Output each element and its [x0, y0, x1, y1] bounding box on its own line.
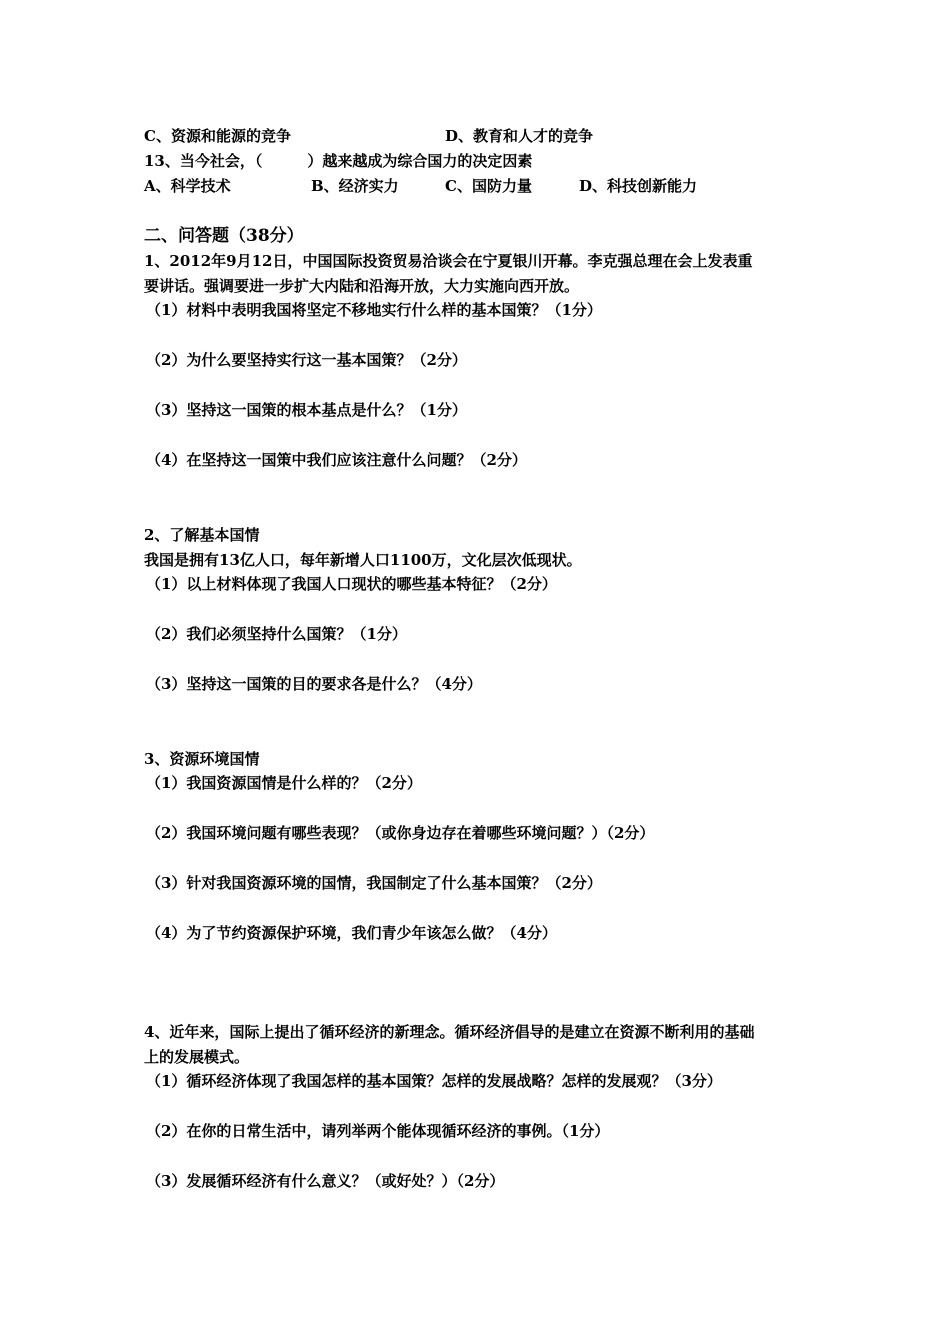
q3-sub4: （4）为了节约资源保护环境，我们青少年该怎么做？（4分） — [146, 924, 557, 942]
q2-sub2: （2）我们必须坚持什么国策？（1分） — [146, 625, 407, 643]
q13-option-a: A、科学技术 — [144, 177, 231, 195]
q1-sub1: （1）材料中表明我国将坚定不移地实行什么样的基本国策？（1分） — [146, 301, 602, 319]
q12-options-row — [144, 126, 644, 146]
q3-sub2: （2）我国环境问题有哪些表现？（或你身边存在着哪些环境问题？）（2分） — [146, 824, 655, 842]
q4-sub3: （3）发展循环经济有什么意义？（或好处？）（2分） — [146, 1172, 505, 1190]
q1-sub2: （2）为什么要坚持实行这一基本国策？（2分） — [146, 351, 467, 369]
q12-option-d: D、教育和人才的竞争 — [445, 127, 594, 145]
section-heading: 二、问答题（38分） — [144, 226, 304, 246]
q1-material-line2: 要讲话。强调要进一步扩大内陆和沿海开放，大力实施向西开放。 — [144, 277, 580, 295]
q3-sub3: （3）针对我国资源环境的国情，我国制定了什么基本国策？（2分） — [146, 874, 602, 892]
q2-material: 我国是拥有13亿人口，每年新增人口1100万，文化层次低现状。 — [144, 551, 582, 569]
q13-stem: 13、当今社会，（ ）越来越成为综合国力的决定因素 — [144, 152, 533, 170]
q13-option-d: D、科技创新能力 — [579, 177, 698, 195]
q4-sub2: （2）在你的日常生活中，请列举两个能体现循环经济的事例。（1分） — [146, 1122, 610, 1140]
q3-sub1: （1）我国资源国情是什么样的？（2分） — [146, 774, 422, 792]
q4-material-line1: 4、近年来，国际上提出了循环经济的新理念。循环经济倡导的是建立在资源不断利用的基础 — [144, 1023, 755, 1041]
q3-title: 3、资源环境国情 — [144, 750, 260, 768]
q2-sub1: （1）以上材料体现了我国人口现状的哪些基本特征？（2分） — [146, 575, 557, 593]
q1-sub3: （3）坚持这一国策的根本基点是什么？（1分） — [146, 401, 467, 419]
q2-sub3: （3）坚持这一国策的目的要求各是什么？（4分） — [146, 675, 482, 693]
q13-options-row — [144, 176, 744, 196]
q2-title: 2、了解基本国情 — [144, 526, 260, 544]
q12-option-c: C、资源和能源的竞争 — [144, 127, 291, 145]
q13-option-c: C、国防力量 — [445, 177, 532, 195]
q1-sub4: （4）在坚持这一国策中我们应该注意什么问题？（2分） — [146, 451, 527, 469]
q1-material-line1: 1、2012年9月12日，中国国际投资贸易洽谈会在宁夏银川开幕。李克强总理在会上发表重 — [144, 252, 753, 270]
q4-material-line2: 上的发展模式。 — [144, 1048, 250, 1066]
q13-option-b: B、经济实力 — [311, 177, 399, 195]
q4-sub1: （1）循环经济体现了我国怎样的基本国策？怎样的发展战略？怎样的发展观？（3分） — [146, 1072, 722, 1090]
